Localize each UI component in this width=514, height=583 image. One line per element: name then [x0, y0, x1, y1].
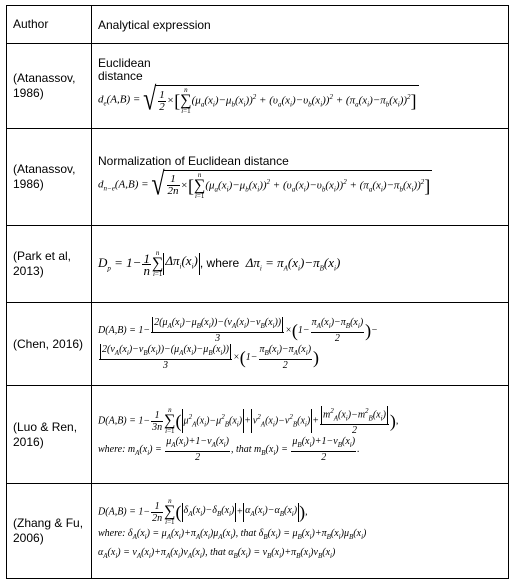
table-row	[7, 386, 509, 484]
formula: $d_{n-e}(A,B)$ = √ $\frac{1}{2n}$ ×[ n ∑ i=1 $(\mu_a(x_i)-\mu_b(x_i))^2 + (\upsilon_a(x_i)-\upsilon_b(x_i))^2 + (\pi_a(x_i)-\pi_b(x_i))^2$]	[98, 166, 431, 203]
table-row	[7, 303, 509, 386]
formula-line-1: D(A,B) = 1− $\frac{2(\mu_A(x_i)-\mu_B(x_i))-(\nu_A(x_i)-\nu_B(x_i))}{3}$ ×(1− $\frac{\pi_A(x_i)-\pi_B(x_i)}{2}$ )−	[98, 317, 378, 344]
expression-cell	[92, 226, 509, 303]
author-cell: (Chen, 2016)	[7, 303, 92, 386]
expressions-table	[6, 5, 509, 579]
table-row	[7, 226, 509, 303]
that-label-2: , that	[205, 547, 226, 558]
expression-cell	[92, 386, 509, 484]
table-row	[7, 484, 509, 579]
expression-title: Normalization of Euclidean distance	[98, 153, 289, 168]
author-cell: (Atanassov, 1986)	[7, 44, 92, 129]
table-row	[7, 44, 509, 129]
formula: $D_p = 1-$ $\frac{1}{n}$ n ∑ i=1 $\Delta\pi_i(x_i)$ , where $\Delta\pi_i = \pi_A(x_i)-\pi_B(x_i)$	[98, 249, 341, 278]
header-row	[7, 6, 509, 44]
expression-cell	[92, 44, 509, 129]
header-expression: Analytical expression	[92, 6, 509, 44]
where-text: , where	[199, 255, 240, 270]
formula-line-2: $\frac{2(\nu_A(x_i)-\nu_B(x_i))-(\mu_A(x_i)-\mu_B(x_i))}{3}$ ×(1− $\frac{\pi_B(x_i)-\pi_A(x_i)}{2}$ )	[98, 344, 508, 371]
author-cell: (Zhang & Fu, 2006)	[7, 484, 92, 579]
that-label: , that	[230, 443, 252, 455]
formula-line-1: D(A,B) = 1− $\frac{1}{3n}$ n ∑ i=1 ( $\mu^2_A(x_i)-\mu^2_B(x_i) + \nu^2_A(x_i)-\nu^2_B(x_i)$ + $\frac{m^2_A(x_i)-m^2_B(x_i)}{2}$ ),	[98, 406, 399, 437]
formula-line-1: D(A,B) = 1− $\frac{1}{2n}$ n ∑ i=1 ( $\delta_A(x_i)-\delta_B(x_i) + \alpha_A(x_i)-\alpha_B(x_i)$ ),	[98, 497, 308, 526]
formula-line-3: $\alpha_A(x_i) = \nu_A(x_i)+\pi_A(x_i)\nu_A(x_i)$, that $\alpha_B(x_i) = \nu_B(x_i)+\pi_B(x_i)\nu_B(x_i)$	[98, 547, 336, 560]
expression-cell	[92, 484, 509, 579]
formula: $d_e(A,B)$ = √ $\frac{1}{2}$ ×[ n ∑ i=1 $(\mu_a(x_i)-\mu_b(x_i))^2 + (\upsilon_a(x_i)-\upsilon_b(x_i))^2 + (\pi_a(x_i)-\pi_b(x_i))^2$]	[98, 82, 417, 118]
expression-cell	[92, 129, 509, 226]
formula-line-2: where: $\delta_A(x_i) = \mu_A(x_i)+\pi_A(x_i)\mu_A(x_i)$, that $\delta_B(x_i) = \mu_B(x_i)+\pi_B(x_i)\mu_B(x_i)$	[98, 528, 367, 541]
author-cell: (Luo & Ren, 2016)	[7, 386, 92, 484]
table-row	[7, 129, 509, 226]
formula-line-2: where: $m_A(x_i)$ = $\frac{\mu_A(x_i)+1-\nu_A(x_i)}{2}$ , that $m_B(x_i)$ = $\frac{\mu_B(x_i)+1-\nu_B(x_i)}{2}$ .	[98, 436, 360, 464]
where-label: where:	[98, 528, 126, 539]
expression-cell	[92, 303, 509, 386]
that-label: , that	[235, 528, 257, 539]
expression-title: Euclidean distance	[98, 56, 151, 83]
author-cell: (Atanassov, 1986)	[7, 129, 92, 226]
header-author: Author	[7, 6, 92, 44]
author-cell: (Park et al, 2013)	[7, 226, 92, 303]
where-label: where:	[98, 443, 126, 455]
